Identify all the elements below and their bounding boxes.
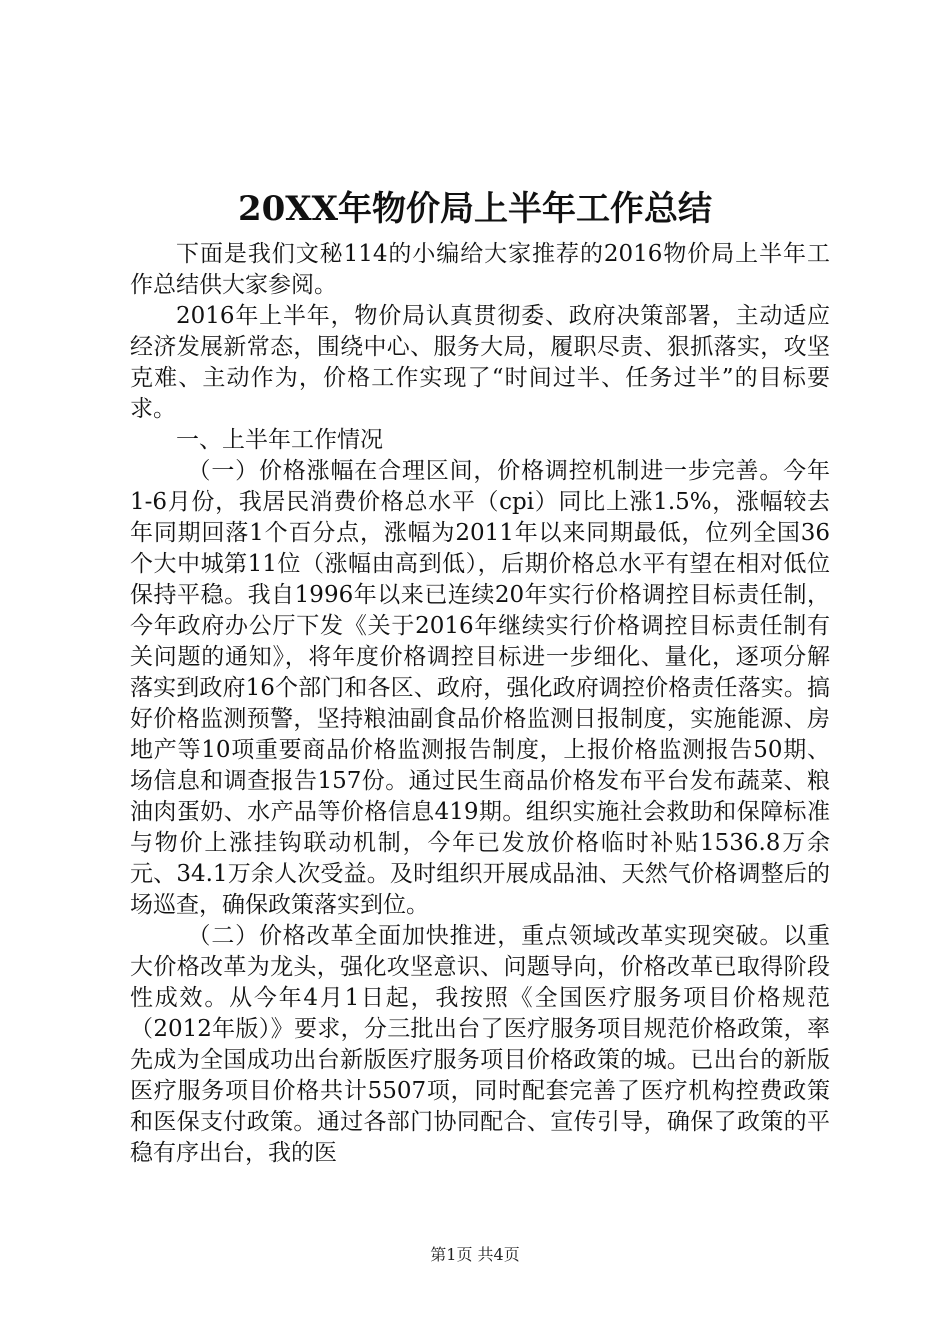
paragraph-intro: 下面是我们文秘114的小编给大家推荐的2016物价局上半年工作总结供大家参阅。	[130, 241, 830, 298]
page-footer: 第1页 共4页	[430, 1245, 520, 1264]
paragraph-price-reform: （二）价格改革全面加快推进，重点领域改革实现突破。以重大价格改革为龙头，强化攻坚意识、问题导向，价格改革已取得阶段性成效。从今年4月1日起，我按照《全国医疗服务项目价格规范（2012年版）》要求，分三批出台了医疗服务项目规范价格政策，率先成为全国成功出台新版医疗服务项目价格政策的城。已出台的新版医疗服务项目价格共计5507项，同时配套完善了医疗机构控费政策和医保支付政策。通过各部门协同配合、宣传引导，确保了政策的平稳有序出台，我的医	[130, 923, 830, 1166]
document-title: 20XX年物价局上半年工作总结	[237, 189, 713, 229]
paragraph-overview: 2016年上半年，物价局认真贯彻委、政府决策部署，主动适应经济发展新常态，围绕中心、服务大局，履职尽责、狠抓落实，攻坚克难、主动作为，价格工作实现了“时间过半、任务过半”的目标要求。	[130, 303, 830, 422]
document-body	[130, 239, 830, 1169]
paragraph-price-control: （一）价格涨幅在合理区间，价格调控机制进一步完善。今年1-6月份，我居民消费价格总水平（cpi）同比上涨1.5%，涨幅较去年同期回落1个百分点，涨幅为2011年以来同期最低，位列全国36个大中城第11位（涨幅由高到低），后期价格总水平有望在相对低位保持平稳。我自1996年以来已连续20年实行价格调控目标责任制，今年政府办公厅下发《关于2016年继续实行价格调控目标责任制有关问题的通知》，将年度价格调控目标进一步细化、量化，逐项分解落实到政府16个部门和各区、政府，强化政府调控价格责任落实。搞好价格监测预警，坚持粮油副食品价格监测日报制度，实施能源、房地产等10项重要商品价格监测报告制度，上报价格监测报告50期、场信息和调查报告157份。通过民生商品价格发布平台发布蔬菜、粮油肉蛋奶、水产品等价格信息419期。组织实施社会救助和保障标准与物价上涨挂钩联动机制，今年已发放价格临时补贴1536.8万余元、34.1万余人次受益。及时组织开展成品油、天然气价格调整后的场巡查，确保政策落实到位。	[130, 458, 830, 918]
section-heading: 一、上半年工作情况	[176, 427, 383, 453]
